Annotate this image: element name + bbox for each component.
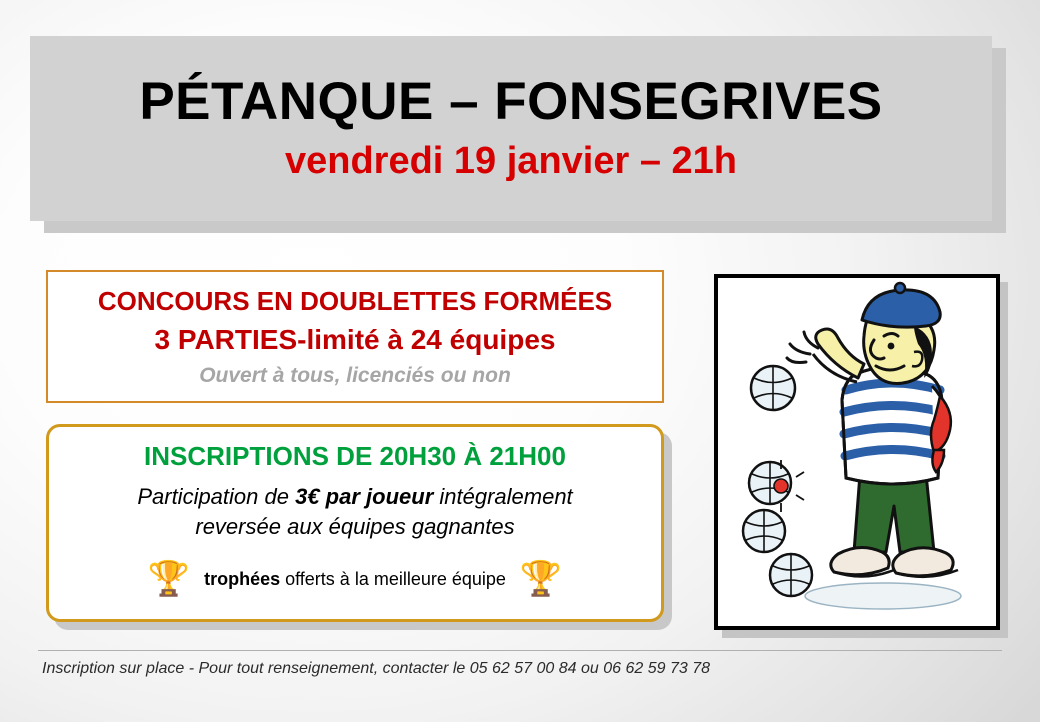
participation-line2: reversée aux équipes gagnantes — [195, 514, 515, 539]
petanque-player-drawing — [718, 278, 996, 626]
trophies-row — [148, 562, 563, 596]
trophies-note — [204, 569, 506, 590]
trophies-strong: trophées — [204, 568, 281, 589]
trophy-icon: 🏆 — [519, 560, 563, 598]
page-title: PÉTANQUE – FONSEGRIVES — [139, 72, 883, 132]
inscriptions-info-box — [46, 424, 664, 622]
footer-divider — [38, 650, 1002, 651]
petanque-player-illustration — [714, 274, 1000, 630]
participation-amount: 3€ par joueur — [295, 484, 434, 509]
shoe-icon — [831, 547, 894, 576]
boule-icon — [770, 554, 812, 596]
concours-parties-label: 3 PARTIES-limité à 24 équipes — [154, 323, 556, 355]
footer-contact-text: Inscription sur place - Pour tout renseignement, contacter le 05 62 57 00 84 ou 06 62 59 73 78 — [42, 660, 710, 677]
participation-prefix: Participation de — [137, 484, 296, 509]
boule-icon — [751, 366, 795, 410]
participation-line — [137, 484, 572, 510]
trophies-rest: offerts à la meilleure équipe — [280, 568, 506, 589]
concours-info-box — [46, 270, 664, 403]
trophy-icon: 🏆 — [147, 560, 191, 598]
concours-format-label: CONCOURS EN DOUBLETTES FORMÉES — [97, 285, 613, 316]
page-subtitle: vendredi 19 janvier – 21h — [284, 139, 737, 182]
boule-icon — [743, 510, 785, 552]
concours-open-note: Ouvert à tous, licenciés ou non — [199, 363, 511, 387]
participation-suffix: intégralement — [433, 484, 573, 509]
header-band — [30, 36, 992, 221]
inscriptions-title: INSCRIPTIONS DE 20H30 À 21H00 — [144, 441, 566, 471]
